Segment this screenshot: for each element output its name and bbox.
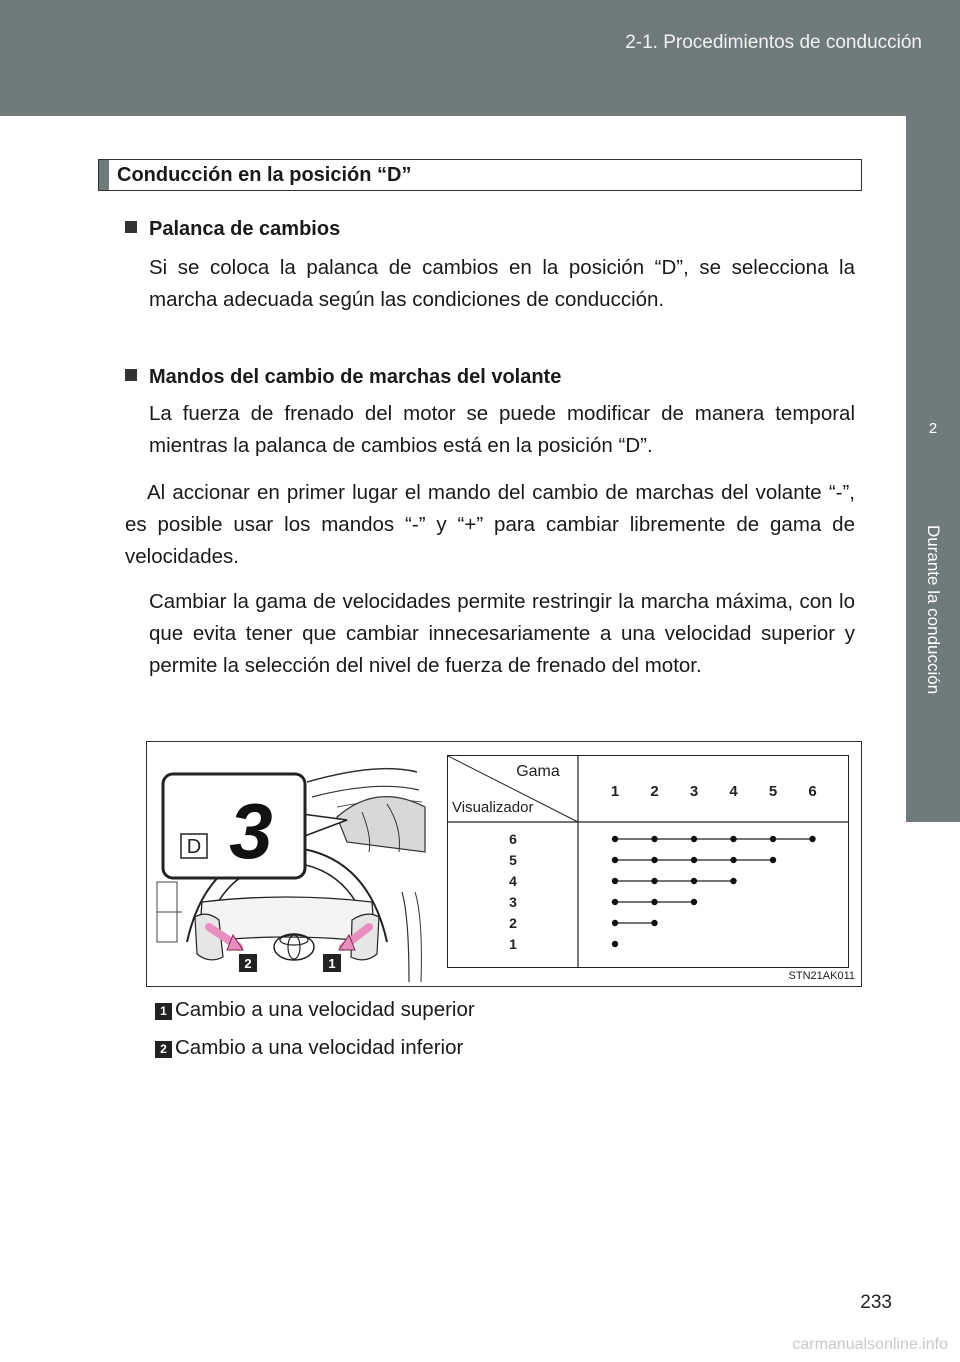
gear-header-5: 5 bbox=[768, 783, 778, 800]
gear-dot-1-1 bbox=[612, 941, 618, 947]
gear-dot-6-4 bbox=[730, 836, 736, 842]
gear-dot-6-3 bbox=[691, 836, 697, 842]
gear-dot-3-2 bbox=[651, 899, 657, 905]
toyota-logo-icon bbox=[274, 934, 314, 960]
display-row-label-4: 4 bbox=[509, 873, 517, 889]
table-row-header: Visualizador bbox=[452, 799, 534, 816]
gear-dot-2-1 bbox=[612, 920, 618, 926]
gear-header-2: 2 bbox=[650, 783, 659, 800]
paragraph-mandos-3: Cambiar la gama de velocidades permite restringir la marcha máxima, con lo que evita tener que cambiar innecesariamente a una velocidad superior y permite la selección del nivel de fuerza de frenado del motor. bbox=[149, 590, 855, 677]
gear-dot-6-6 bbox=[809, 836, 815, 842]
gear-dot-3-3 bbox=[691, 899, 697, 905]
gear-dot-2-2 bbox=[651, 920, 657, 926]
gear-dot-4-3 bbox=[691, 878, 697, 884]
side-tab-number: 2 bbox=[928, 420, 938, 437]
side-tab-label-wrap bbox=[906, 460, 960, 760]
item-heading-mandos: Mandos del cambio de marchas del volante bbox=[125, 366, 561, 389]
item-heading-palanca: Palanca de cambios bbox=[125, 218, 340, 241]
gear-dot-5-5 bbox=[770, 857, 776, 863]
badge-1-icon: 1 bbox=[155, 1003, 172, 1020]
gear-dot-5-1 bbox=[612, 857, 618, 863]
paragraph-palanca: Si se coloca la palanca de cambios en la posición “D”, se selecciona la marcha adecuada según las condiciones de conducción. bbox=[149, 256, 855, 311]
display-row-label-6: 6 bbox=[509, 831, 517, 847]
square-bullet-icon bbox=[125, 221, 137, 233]
gear-range-table bbox=[447, 755, 849, 968]
gear-dot-5-2 bbox=[651, 857, 657, 863]
section-title-accent bbox=[99, 160, 109, 190]
gear-dot-6-1 bbox=[612, 836, 618, 842]
display-row-label-1: 1 bbox=[509, 936, 517, 952]
gear-header-1: 1 bbox=[610, 783, 620, 800]
svg-text:2: 2 bbox=[244, 956, 252, 971]
badge-2-icon: 2 bbox=[155, 1041, 172, 1058]
gear-header-3: 3 bbox=[689, 783, 699, 800]
side-tab-label: Durante la conducción bbox=[924, 525, 943, 695]
paragraph-mandos-2: Al accionar en primer lugar el mando del cambio de marchas del volante “-”, es posible usar los mandos “-” y “+” para cambiar libremente de gama de velocidades. bbox=[125, 481, 855, 568]
paragraph-mandos-1: La fuerza de frenado del motor se puede modificar de manera temporal mientras la palanca de cambios está en la posición “D”. bbox=[149, 402, 855, 457]
gear-dot-3-1 bbox=[612, 899, 618, 905]
gear-dot-6-2 bbox=[651, 836, 657, 842]
gear-header-6: 6 bbox=[808, 783, 817, 800]
caption-upshift: 1 Cambio a una velocidad superior bbox=[155, 998, 475, 1022]
display-row-label-3: 3 bbox=[509, 894, 517, 910]
side-tab-top bbox=[906, 116, 960, 398]
figure-shift-paddles bbox=[146, 741, 862, 987]
figure-code: STN21AK011 bbox=[788, 970, 855, 982]
table-col-header: Gama bbox=[516, 763, 560, 780]
caption-downshift: 2 Cambio a una velocidad inferior bbox=[155, 1036, 463, 1060]
display-digit: 3 bbox=[229, 787, 273, 875]
gear-range-grid bbox=[448, 756, 848, 967]
display-letter: D bbox=[186, 836, 202, 858]
header-section-title: 2-1. Procedimientos de conducción bbox=[625, 32, 922, 53]
display-row-label-2: 2 bbox=[509, 915, 517, 931]
watermark: carmanualsonline.info bbox=[792, 1336, 948, 1353]
gear-dot-4-2 bbox=[651, 878, 657, 884]
gear-header-4: 4 bbox=[729, 783, 738, 800]
display-row-label-5: 5 bbox=[509, 852, 517, 868]
header-band bbox=[0, 0, 960, 116]
gear-dot-4-1 bbox=[612, 878, 618, 884]
square-bullet-icon bbox=[125, 369, 137, 381]
page-number: 233 bbox=[860, 1292, 892, 1313]
gear-dot-5-4 bbox=[730, 857, 736, 863]
svg-text:1: 1 bbox=[328, 956, 336, 971]
gear-dot-6-5 bbox=[770, 836, 776, 842]
gear-dot-4-4 bbox=[730, 878, 736, 884]
section-title: Conducción en la posición “D” bbox=[117, 163, 412, 186]
section-title-box bbox=[98, 159, 862, 191]
gear-dot-5-3 bbox=[691, 857, 697, 863]
